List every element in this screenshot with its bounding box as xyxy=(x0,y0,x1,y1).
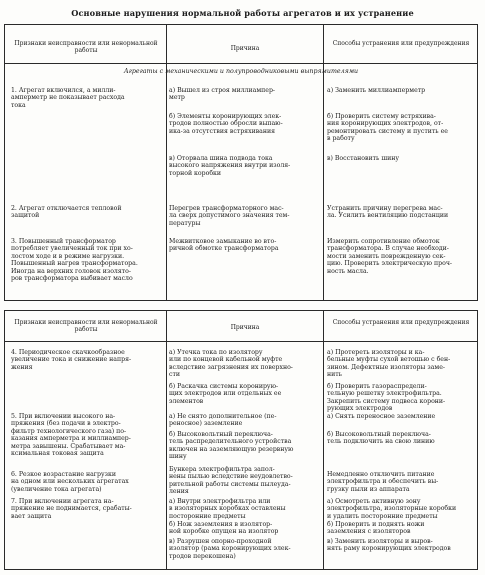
row7-cause-c: в) Разрушен опорно-проходной изолятор (рама коронирующих элек- тродов перекошена) xyxy=(169,538,291,560)
row7-remedy-a: а) Осмотреть активную зону электрофильтра, изоляторные коробки и удалить посторонние предметы xyxy=(327,498,457,520)
header-symptom: Признаки неисправности или ненормальной работы xyxy=(14,319,158,333)
row4-remedy-a: а) Протереть изоляторы и ка- бельные муфты сухой ветошью с бен- зином. Дефектные изоляторы заме- нить xyxy=(327,349,451,379)
row5-remedy-a: а) Снять переносное заземление xyxy=(327,413,436,420)
row4-symptom: 4. Периодическое скачкообразное увеличение тока и снижение напря- жения xyxy=(11,349,132,371)
row7-cause-b: б) Нож заземления в изолятор- ной коробке опущен на изолятор xyxy=(169,521,279,536)
row4-remedy-b: б) Проверить газораспредели- тельную решетку электрофильтра. Закрепить систему подвеса корони- рующих электродов xyxy=(327,383,446,413)
row1-cause-c: в) Оторвала шина подвода тока высокого напряжения внутри изоля- торной коробки xyxy=(169,155,291,177)
row2-cause: Перегрев трансформаторного мас- ла сверх допустимого значения тем- пературы xyxy=(169,205,290,227)
row5-remedy-b: б) Высоковольтный переключа- тель подключить на свою линию xyxy=(327,431,435,446)
column-divider xyxy=(166,25,167,300)
header-cause: Причина xyxy=(230,324,260,331)
row3-cause: Межвитковое замыкание во вто- ричной обмотке трансформатора xyxy=(169,238,279,253)
faults-table-top xyxy=(4,24,478,301)
row1-remedy-c: в) Восстановить шину xyxy=(327,155,400,162)
row5-cause-a: а) Не снято дополнительное (пе- реносное) заземление xyxy=(169,413,277,428)
row4-cause-b: б) Раскачка системы коронирую- щих электродов или отдельных ее элементов xyxy=(169,383,282,405)
row5-cause-b: б) Высоковольтный переключа- тель распределительного устройства включен на заземляющую резервную шину xyxy=(169,431,294,461)
column-divider xyxy=(323,25,324,300)
header-remedy: Способы устранения или предупреждения xyxy=(332,319,470,326)
header-remedy: Способы устранения или предупреждения xyxy=(332,40,470,47)
column-divider xyxy=(323,311,324,569)
row1-symptom: 1. Агрегат включился, а милли- амперметр не показывает расхода тока xyxy=(11,87,125,109)
header-cause: Причина xyxy=(230,45,260,52)
column-divider xyxy=(166,311,167,569)
row1-cause-b: б) Элементы коронирующих элек- тродов полностью обросли выпаю- ика-за отсутствия встряхивания xyxy=(169,113,283,135)
row2-symptom: 2. Агрегат отключается тепловой защитой xyxy=(11,205,122,220)
row1-remedy-b: б) Проверить систему встряхива- ния коронирующих электродов, от- ремонтировать систему и пустить ее в работу xyxy=(327,113,448,143)
row6-cause: Бункера электрофильтра запол- нены пылью вследствие неудовлетво- рительной работы системы пылеуда- ления xyxy=(169,466,293,496)
row3-symptom: 3. Повышенный трансформатор потребляет увеличенный ток при хо- лостом ходе и в режиме нагрузки. Повышенный нагрев трансформатора. Иногда на верхних головок изолято- ров трансформатора выбивает масло xyxy=(11,238,138,283)
row6-symptom: 6. Резкое возрастание нагрузки на одном или нескольких агрегатах (увеличение тока агрегата) xyxy=(11,471,129,493)
row6-remedy: Немедленно отключить питание электрофильтра и обеспечить вы- грузку пыли из аппарата xyxy=(327,471,439,493)
row1-cause-a: а) Вышел из строя миллиампер- метр xyxy=(169,87,276,102)
row7-remedy-c: в) Заменить изоляторы и выров- нять раму коронирующих электродов xyxy=(327,538,451,553)
row4-cause-a: а) Утечка тока по изолятору или по концевой кабельной муфте вследствие загрязнения их поверхно- сти xyxy=(169,349,293,379)
row7-symptom: 7. При включении агрегата на- пряжение не поднимается, срабаты- вает защита xyxy=(11,498,132,520)
header-symptom: Признаки неисправности или ненормальной работы xyxy=(14,40,158,54)
row1-remedy-a: а) Заменить миллиамперметр xyxy=(327,87,426,94)
row2-remedy: Устранить причину перегрева мас- ла. Усилить вентиляцию подстанции xyxy=(327,205,449,220)
row5-symptom: 5. При включении высокого на- пряжения (без подачи в электро- фильтр технологического газа) по- казания амперметра и миллиампер- метра завышены. Срабатывает ма- ксимальная токовая защита xyxy=(11,413,131,458)
section-heading: Агрегаты с механическими и полупроводниковыми выпрямителями xyxy=(123,68,359,75)
faults-table-bottom xyxy=(4,310,478,570)
header-divider xyxy=(5,341,477,342)
row7-cause-a: а) Внутри электрофильтра или в изоляторных коробках оставлены посторонние предметы xyxy=(169,498,286,520)
row3-remedy: Измерить сопротивление обмоток трансформатора. В случае необходи- мости заменить поврежденную сек- цию. Проверить электрическую проч- ность масла. xyxy=(327,238,452,275)
row7-remedy-b: б) Проверить и поднять ножи заземления с изоляторов xyxy=(327,521,425,536)
document-title: Основные нарушения нормальной работы агрегатов и их устранение xyxy=(71,8,414,18)
header-divider xyxy=(5,63,477,64)
